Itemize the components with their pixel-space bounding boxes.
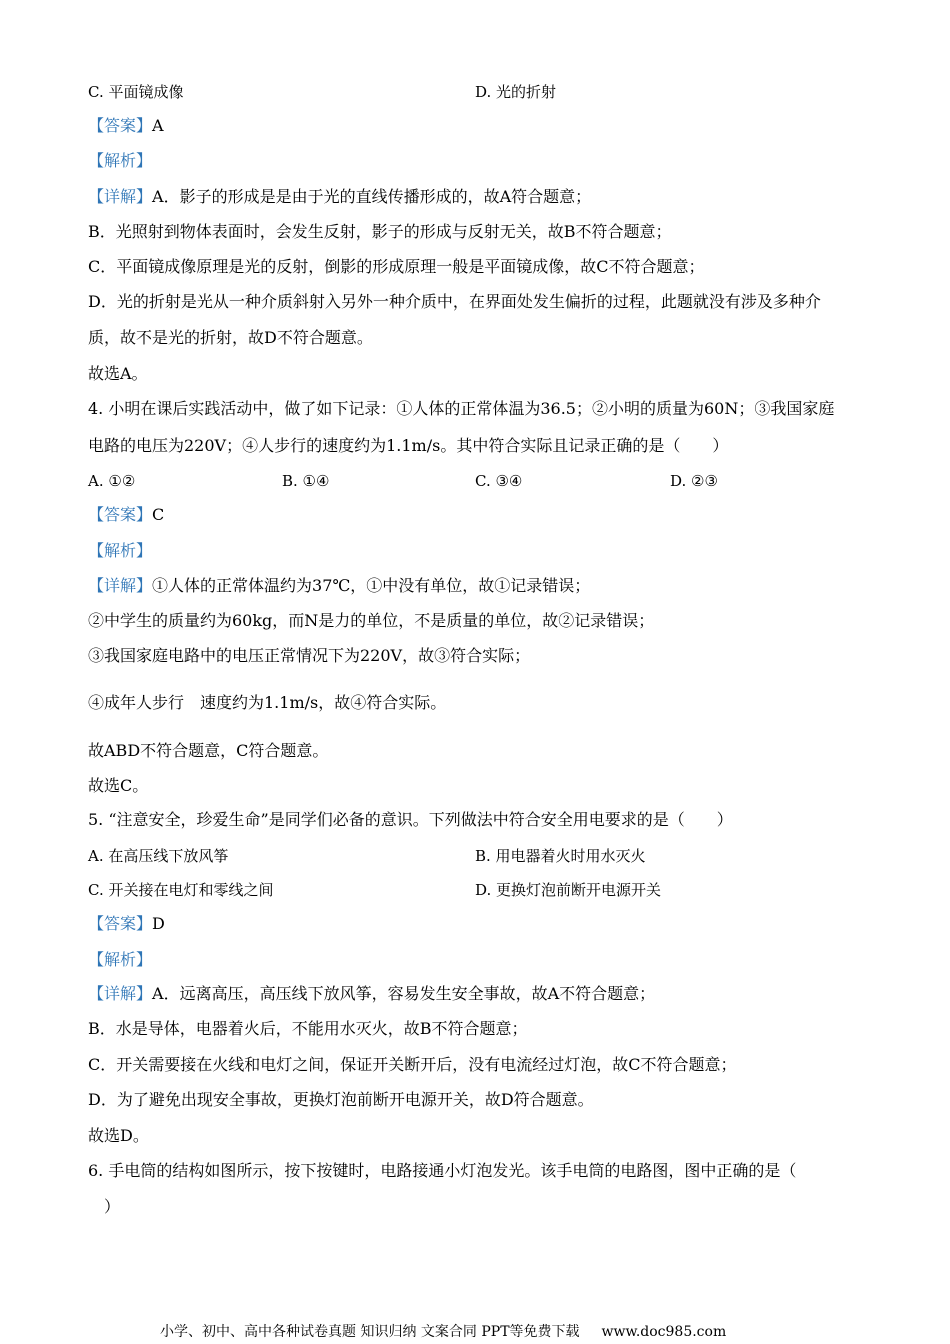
q5-stem: 5. “注意安全，珍爱生命”是同学们必备的意识。下列做法中符合安全用电要求的是（ ） [88,810,733,829]
q3-conclusion: 故选A。 [88,364,148,383]
q4-stem: 4. 小明在课后实践活动中，做了如下记录：①人体的正常体温为36.5；②小明的质量为60N；③我国家庭 [88,399,835,418]
detail-tag: 【详解】 [88,576,153,595]
q4-conclusion: 故选C。 [88,776,149,795]
q5-option-c: C. 开关接在电灯和零线之间 [88,881,274,899]
answer-tag: 【答案】 [88,914,153,933]
q4-stem: 电路的电压为220V；④人步行的速度约为1.1m/s。其中符合实际且记录正确的是（ ） [88,436,729,455]
q4-answer [88,504,164,526]
footer-site-link[interactable]: www.doc985.com [601,1324,727,1340]
q3-option-c: C. 平面镜成像 [88,83,184,101]
q3-detail-line: C．平面镜成像原理是光的反射，倒影的形成原理一般是平面镜成像，故C不符合题意； [88,257,705,276]
q3-option-d: D. 光的折射 [475,83,557,101]
q3-detail-line: 【详解】A．影子的形成是是由于光的直线传播形成的，故A符合题意； [88,187,592,206]
q4-detail-line: ④成年人步行 速度约为1.1m/s，故④符合实际。 [88,693,447,712]
q3-analysis-tag: 【解析】 [88,151,153,170]
q5-detail-line: B．水是导体，电器着火后，不能用水灭火，故B不符合题意； [88,1019,528,1038]
q4-detail-line: ③我国家庭电路中的电压正常情况下为220V，故③符合实际； [88,646,531,665]
q5-option-b: B. 用电器着火时用水灭火 [475,847,646,865]
q4-analysis-tag: 【解析】 [88,541,153,560]
q4-detail-line: 【详解】①人体的正常体温约为37℃，①中没有单位，故①记录错误； [88,576,591,595]
q5-answer [88,913,165,935]
q6-stem: 6. 手电筒的结构如图所示，按下按键时，电路接通小灯泡发光。该手电筒的电路图，图中正确的是（ [88,1161,797,1180]
q4-option-a: A. ①② [88,472,136,490]
q3-detail-line: 质，故不是光的折射，故D不符合题意。 [88,328,373,347]
page-footer [160,1322,726,1342]
q4-detail-line: ②中学生的质量约为60kg，而N是力的单位，不是质量的单位，故②记录错误； [88,611,655,630]
q5-conclusion: 故选D。 [88,1126,149,1145]
q5-option-d: D. 更换灯泡前断开电源开关 [475,881,662,899]
q5-detail-line: D．为了避免出现安全事故，更换灯泡前断开电源开关，故D符合题意。 [88,1090,594,1109]
detail-tag: 【详解】 [88,984,153,1003]
answer-tag: 【答案】 [88,116,153,135]
q3-detail-line: B．光照射到物体表面时，会发生反射，影子的形成与反射无关，故B不符合题意； [88,222,672,241]
answer-value: A [152,116,164,135]
q3-answer [88,115,164,137]
q6-stem: ） [104,1197,121,1216]
q5-detail-line: 【详解】A．远离高压，高压线下放风筝，容易发生安全事故，故A不符合题意； [88,984,656,1003]
q5-detail-line: C．开关需要接在火线和电灯之间，保证开关断开后，没有电流经过灯泡，故C不符合题意； [88,1055,737,1074]
answer-value: D [152,914,165,933]
q4-option-c: C. ③④ [475,472,523,490]
q3-detail-line: D．光的折射是光从一种介质斜射入另外一种介质中，在界面处发生偏折的过程，此题就没有涉及多种介 [88,292,821,311]
footer-text: 小学、初中、高中各种试卷真题 知识归纳 文案合同 PPT等免费下载 [160,1324,580,1340]
q4-detail-line: 故ABD不符合题意，C符合题意。 [88,741,329,760]
q5-analysis-tag: 【解析】 [88,950,153,969]
q4-option-d: D. ②③ [670,472,718,490]
detail-tag: 【详解】 [88,187,153,206]
answer-value: C [152,505,165,524]
answer-tag: 【答案】 [88,505,153,524]
q5-option-a: A. 在高压线下放风筝 [88,847,229,865]
q4-option-b: B. ①④ [282,472,330,490]
